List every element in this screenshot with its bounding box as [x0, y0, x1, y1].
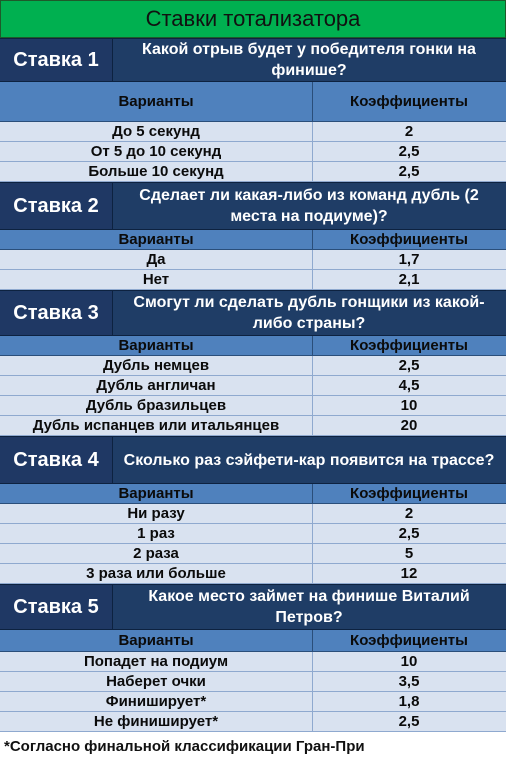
table-row: [0, 162, 506, 182]
option-cell: Дубль испанцев или итальянцев: [0, 416, 313, 435]
table-row: [0, 250, 506, 270]
table-row: [0, 356, 506, 376]
table-row: [0, 524, 506, 544]
bet-2-header: [0, 182, 506, 230]
option-cell: Ни разу: [0, 504, 313, 523]
bet-5-label: Ставка 5: [0, 585, 113, 629]
option-cell: Дубль немцев: [0, 356, 313, 375]
odds-cell: 2: [404, 505, 414, 522]
column-odds: Коэффициенты: [350, 231, 468, 248]
option-cell: От 5 до 10 секунд: [0, 142, 313, 161]
column-odds: Коэффициенты: [350, 485, 468, 502]
table-row: [0, 122, 506, 142]
bet-1-question: Какой отрыв будет у победителя гонки на финише?: [142, 41, 476, 79]
footnote: *Согласно финальной классификации Гран-При: [4, 738, 365, 755]
bet-2-label: Ставка 2: [0, 183, 113, 229]
column-odds: Коэффициенты: [350, 632, 468, 649]
bet-5-header: [0, 584, 506, 630]
odds-cell: 2,1: [398, 271, 420, 288]
table-row: [0, 544, 506, 564]
table-row: [0, 416, 506, 436]
odds-cell: 10: [400, 397, 418, 414]
table-row: [0, 376, 506, 396]
bet-2-column-header: [0, 230, 506, 250]
odds-cell: 2: [404, 123, 414, 140]
table-row: [0, 142, 506, 162]
option-cell: Попадет на подиум: [0, 652, 313, 671]
option-cell: Не финиширует*: [0, 712, 313, 731]
bet-2-question: Сделает ли какая-либо из команд дубль (2 места на подиуме)?: [139, 187, 479, 225]
odds-cell: 10: [400, 653, 418, 670]
column-options: Варианты: [0, 82, 313, 121]
bet-3-label: Ставка 3: [0, 291, 113, 335]
odds-cell: 2,5: [398, 357, 420, 374]
table-row: [0, 396, 506, 416]
bet-5-question: Какое место займет на финише Виталий Петров?: [148, 588, 470, 626]
table-row: [0, 504, 506, 524]
bet-1-label: Ставка 1: [0, 39, 113, 81]
bet-3-question: Смогут ли сделать дубль гонщики из какой-либо страны?: [133, 294, 485, 332]
table-title: Ставки тотализатора: [0, 0, 506, 38]
odds-cell: 2,5: [398, 713, 420, 730]
option-cell: 3 раза или больше: [0, 564, 313, 583]
column-options: Варианты: [0, 230, 313, 249]
odds-cell: 3,5: [398, 673, 420, 690]
bet-4-header: [0, 436, 506, 484]
table-row: [0, 270, 506, 290]
option-cell: 2 раза: [0, 544, 313, 563]
column-odds: Коэффициенты: [350, 337, 468, 354]
odds-cell: 12: [400, 565, 418, 582]
option-cell: Больше 10 секунд: [0, 162, 313, 181]
column-options: Варианты: [0, 630, 313, 651]
column-odds: Коэффициенты: [350, 93, 468, 110]
odds-cell: 1,8: [398, 693, 420, 710]
bet-5-column-header: [0, 630, 506, 652]
option-cell: 1 раз: [0, 524, 313, 543]
odds-cell: 4,5: [398, 377, 420, 394]
option-cell: Дубль англичан: [0, 376, 313, 395]
option-cell: До 5 секунд: [0, 122, 313, 141]
option-cell: Наберет очки: [0, 672, 313, 691]
odds-cell: 20: [400, 417, 418, 434]
odds-cell: 2,5: [398, 525, 420, 542]
bet-3-header: [0, 290, 506, 336]
option-cell: Да: [0, 250, 313, 269]
bet-4-column-header: [0, 484, 506, 504]
option-cell: Дубль бразильцев: [0, 396, 313, 415]
table-row: [0, 692, 506, 712]
column-options: Варианты: [0, 336, 313, 355]
bet-1-header: [0, 38, 506, 82]
table-row: [0, 652, 506, 672]
odds-cell: 5: [404, 545, 414, 562]
bet-3-column-header: [0, 336, 506, 356]
table-row: [0, 564, 506, 584]
table-row: [0, 712, 506, 732]
option-cell: Финиширует*: [0, 692, 313, 711]
column-options: Варианты: [0, 484, 313, 503]
bet-4-label: Ставка 4: [0, 437, 113, 483]
odds-cell: 2,5: [398, 143, 420, 160]
option-cell: Нет: [0, 270, 313, 289]
odds-cell: 2,5: [398, 163, 420, 180]
bet-1-column-header: [0, 82, 506, 122]
bet-4-question: Сколько раз сэйфети-кар появится на трассе?: [123, 451, 495, 469]
table-row: [0, 672, 506, 692]
odds-cell: 1,7: [398, 251, 420, 268]
